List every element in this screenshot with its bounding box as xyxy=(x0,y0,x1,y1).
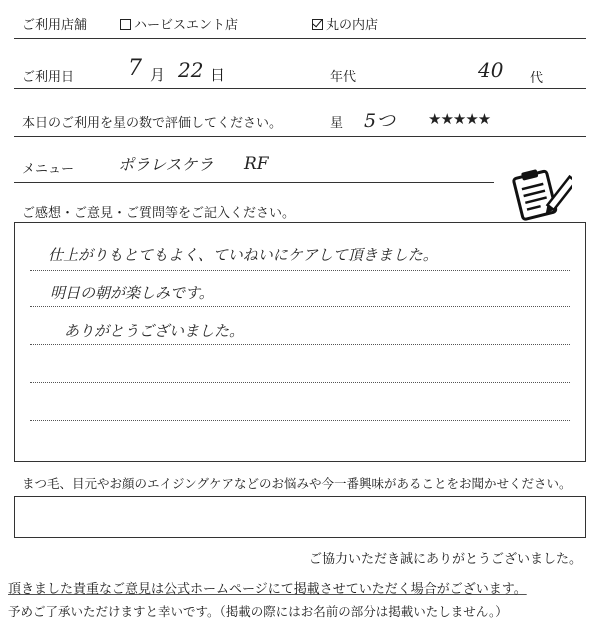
dotted-line xyxy=(30,306,570,307)
age-value: 40 xyxy=(478,58,504,82)
thanks-text: ご協力いただき誠にありがとうございました。 xyxy=(308,552,582,567)
store-label: ご利用店舗 xyxy=(22,18,88,33)
clipboard-pencil-icon xyxy=(508,166,572,224)
dotted-line xyxy=(30,420,570,421)
checked-checkbox-icon[interactable] xyxy=(312,19,323,30)
divider xyxy=(14,182,494,183)
dotted-line xyxy=(30,344,570,345)
store-option-label: ハービスエント店 xyxy=(134,18,239,33)
notice-text-1: 頂きました貴重なご意見は公式ホームページにて掲載させていただく場合がございます。 xyxy=(8,582,527,597)
age-unit: 代 xyxy=(530,71,544,86)
comment-line-2: 明日の朝が楽しみです。 xyxy=(50,284,214,302)
divider xyxy=(14,38,586,39)
notice-text-2: 予めご了承いただけますと幸いです。（掲載の際にはお名前の部分は掲載いたしません。） xyxy=(8,604,508,619)
dotted-line xyxy=(30,382,570,383)
date-month-unit: 月 xyxy=(150,66,166,84)
store-option-marunouchi[interactable] xyxy=(312,14,378,33)
date-month: 7 xyxy=(128,56,142,81)
date-label: ご利用日 xyxy=(22,70,75,85)
dotted-line xyxy=(30,270,570,271)
store-option-herbis[interactable] xyxy=(120,14,238,33)
rating-stars-icon: ★★★★★ xyxy=(428,110,491,128)
date-day-unit: 日 xyxy=(210,66,226,84)
date-day: 22 xyxy=(178,58,204,82)
checkbox-icon[interactable] xyxy=(120,19,131,30)
menu-item: RF xyxy=(244,154,269,174)
menu-item: ポラレスケラ xyxy=(118,155,214,174)
star-label: 星 xyxy=(330,116,344,131)
interest-question: まつ毛、目元やお顔のエイジングケアなどのお悩みや今一番興味があることをお聞かせください。 xyxy=(22,476,572,491)
divider xyxy=(14,136,586,137)
comment-line-3: ありがとうございました。 xyxy=(64,322,245,340)
store-option-label: 丸の内店 xyxy=(326,18,379,33)
interest-answer-box[interactable] xyxy=(14,496,586,538)
comments-label: ご感想・ご意見・ご質問等をご記入ください。 xyxy=(22,206,296,221)
comment-line-1: 仕上がりもとてもよく、ていねいにケアして頂きました。 xyxy=(48,246,438,264)
rating-label: 本日のご利用を星の数で評価してください。 xyxy=(22,116,283,131)
rating-value: 5つ xyxy=(364,110,396,132)
divider xyxy=(14,88,586,89)
age-label: 年代 xyxy=(330,70,357,85)
menu-label: メニュー xyxy=(22,162,75,177)
interest-answer xyxy=(15,497,585,517)
